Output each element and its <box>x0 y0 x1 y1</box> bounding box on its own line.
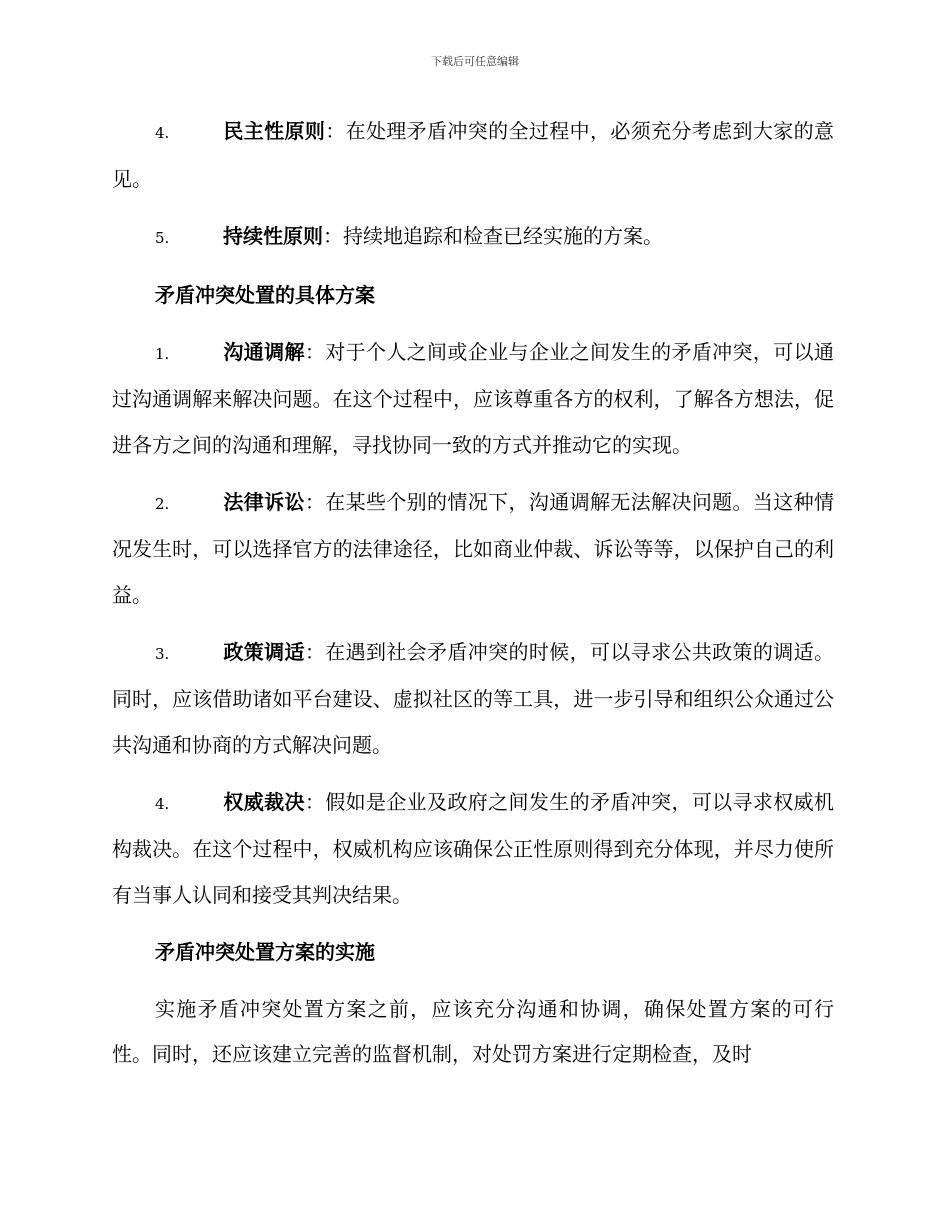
header-note: 下载后可任意编辑 <box>431 55 519 68</box>
item-number: 4. <box>155 124 170 142</box>
item-separator: ： <box>304 489 326 514</box>
item-separator: ： <box>323 223 343 248</box>
implementation-paragraph: 实施矛盾冲突处置方案之前，应该充分沟通和协调，确保处置方案的可行性。同时，还应该建立完善的监督机制，对处罚方案进行定期检查，及时 <box>112 996 834 1066</box>
item-term: 沟通调解 <box>223 339 305 364</box>
principle-item <box>112 214 834 262</box>
document-body <box>112 109 834 1089</box>
item-text: 在某些个别的情况下，沟通调解无法解决问题。当这种情况发生时，可以选择官方的法律途径，比如商业仲裁、诉讼等等，以保护自己的利益。 <box>112 489 835 607</box>
item-term: 政策调适 <box>223 639 305 664</box>
plan-item <box>112 780 834 919</box>
item-number: 4. <box>155 794 170 813</box>
item-number: 1. <box>155 344 170 363</box>
item-separator: ： <box>304 639 326 664</box>
item-separator: ： <box>304 339 326 364</box>
item-separator: ： <box>304 789 326 814</box>
item-text: 在处理矛盾冲突的全过程中，必须充分考虑到大家的意见。 <box>112 119 835 191</box>
plan-item <box>112 480 834 619</box>
section-heading: 矛盾冲突处置方案的实施 <box>155 939 375 964</box>
item-term: 持续性原则 <box>223 223 323 248</box>
item-term: 权威裁决 <box>223 789 305 814</box>
item-number: 5. <box>155 228 170 247</box>
plan-item <box>112 630 834 769</box>
item-term: 法律诉讼 <box>223 489 305 514</box>
section-heading: 矛盾冲突处置的具体方案 <box>155 282 375 307</box>
item-text: 对于个人之间或企业与企业之间发生的矛盾冲突，可以通过沟通调解来解决问题。在这个过程中，应该尊重各方的权利，了解各方想法，促进各方之间的沟通和理解，寻找协同一致的方式并推动它的实现。 <box>112 339 835 457</box>
plan-item <box>112 330 834 469</box>
item-text: 持续地追踪和检查已经实施的方案。 <box>343 223 663 248</box>
item-text: 假如是企业及政府之间发生的矛盾冲突，可以寻求权威机构裁决。在这个过程中，权威机构应该确保公正性原则得到充分体现，并尽力使所有当事人认同和接受其判决结果。 <box>112 789 835 907</box>
item-number: 3. <box>155 644 170 663</box>
item-number: 2. <box>155 494 170 513</box>
item-text: 在遇到社会矛盾冲突的时候，可以寻求公共政策的调适。同时，应该借助诸如平台建设、虚拟社区的等工具，进一步引导和组织公众通过公共沟通和协商的方式解决问题。 <box>112 639 835 757</box>
principle-item <box>112 109 834 202</box>
item-separator: ： <box>325 119 346 143</box>
item-term: 民主性原则 <box>223 119 326 143</box>
